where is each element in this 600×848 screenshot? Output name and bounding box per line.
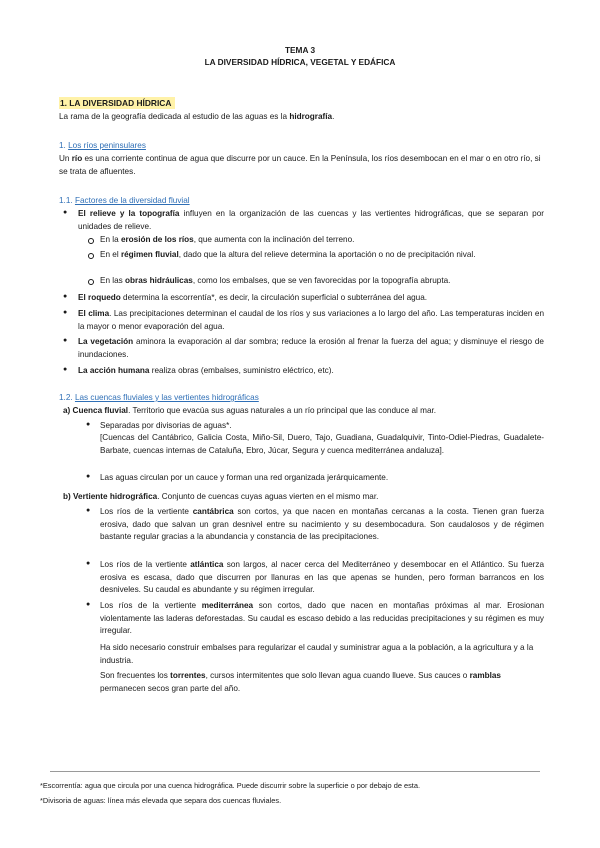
footnote-divisoria: *Divisoria de aguas: línea más elevada que separa dos cuencas fluviales. — [40, 796, 282, 805]
bullet-icon: ● — [63, 366, 68, 373]
factor-vegetacion: La vegetación aminora la evaporación al dar sombra; reduce la erosión al frenar la fuerza del agua; y disminuye el riesgo de inundaciones. — [78, 337, 544, 359]
factor-clima: El clima. Las precipitaciones determinan el caudal de los ríos y sus variaciones a lo largo del año. Las temperaturas inciden en la mayor o menor evaporación del agua. — [78, 309, 544, 331]
intro-paragraph: La rama de la geografía dedicada al estudio de las aguas es la hidrografía. — [59, 112, 335, 121]
bullet-icon: ● — [63, 293, 68, 300]
bullet-icon: ● — [63, 309, 68, 316]
subsection-heading-rios: 1. Los ríos peninsulares — [59, 141, 146, 150]
rio-definition: Un río es una corriente continua de agua que discurre por un cauce. En la Península, los ríos desembocan en el mar o en otro río, si se trata de afluentes. — [59, 154, 541, 176]
divisorias-item: Separadas por divisorias de aguas*. — [100, 421, 232, 430]
factor-roquedo: El roquedo determina la escorrentía*, es decir, la circulación superficial o subterránea del agua. — [78, 293, 428, 302]
circle-bullet-icon — [88, 253, 94, 259]
subsection-heading-factores: 1.1. Factores de la diversidad fluvial — [59, 196, 190, 205]
bullet-icon: ● — [86, 507, 91, 514]
bullet-icon: ● — [86, 560, 91, 567]
factor-relieve: El relieve y la topografía influyen en la organización de las cuencas y las vertientes hidrográficas, que se separan por unidades de relieve. — [78, 209, 544, 231]
vertiente-atlantica: Los ríos de la vertiente atlántica son largos, al nacer cerca del Mediterráneo y desembocar en el Atlántico. Su fuerza erosiva es escasa, dado que discurren por llanuras en las que apenas se hunden, pero forman barrancos en los desniveles. Su caudal es abundante y su régimen irregular. — [100, 560, 545, 594]
cuencas-list: [Cuencas del Cantábrico, Galicia Costa, Miño-Sil, Duero, Tajo, Guadiana, Guadalquivir, Tinto-Odiel-Piedras, Guadalete-Barbate, cuencas internas de Cataluña, Ebro, Júcar, Segura y cuenca mediterránea andaluza]. — [100, 433, 544, 455]
sub-erosion: En la erosión de los ríos, que aumenta con la inclinación del terreno. — [100, 235, 355, 244]
topic-title: LA DIVERSIDAD HÍDRICA, VEGETAL Y EDÁFICA — [204, 57, 396, 67]
cuenca-fluvial-definition: a) Cuenca fluvial. Territorio que evacúa sus aguas naturales a un río principal que las conduce al mar. — [63, 406, 437, 415]
bullet-icon: ● — [86, 601, 91, 608]
circulacion-item: Las aguas circulan por un cauce y forman una red organizada jerárquicamente. — [100, 473, 389, 482]
factor-accion-humana: La acción humana realiza obras (embalses, suministro eléctrico, etc). — [78, 366, 334, 375]
subsection-heading-cuencas: 1.2. Las cuencas fluviales y las vertientes hidrográficas — [59, 393, 259, 402]
vertiente-cantabrica: Los ríos de la vertiente cantábrica son cortos, ya que nacen en montañas cercanas a la costa. Tienen gran fuerza erosiva, dado que salvan un gran desnivel entre su nacimiento y su desembocadura. Son caudalosos y de régimen bastante regular gracias a la abundancia y constancia de las precipitaciones. — [100, 507, 544, 541]
bullet-icon: ● — [63, 337, 68, 344]
vertiente-definition: b) Vertiente hidrográfica. Conjunto de cuencas cuyas aguas vierten en el mismo mar. — [63, 492, 379, 501]
vertiente-mediterranea: Los ríos de la vertiente mediterránea son cortos, dado que nacen en montañas próximas al mar. Erosionan violentamente las laderas deforestadas. Su caudal es escaso debido a las reducidas precipitaciones y su régimen es muy irregular. — [100, 601, 544, 635]
circle-bullet-icon — [88, 279, 94, 285]
sub-regimen: En el régimen fluvial, dado que la altura del relieve determina la aportación o no de precipitación nival. — [100, 250, 476, 259]
bullet-icon: ● — [63, 209, 68, 216]
circle-bullet-icon — [88, 238, 94, 244]
bullet-icon: ● — [86, 421, 91, 428]
sub-obras: En las obras hidráulicas, como los embalses, que se ven favorecidas por la topografía abrupta. — [100, 276, 451, 285]
torrentes-paragraph: Son frecuentes los torrentes, cursos intermitentes que solo llevan agua cuando llueve. Sus cauces o ramblas permanecen secos gran parte del año. — [100, 671, 501, 693]
bullet-icon: ● — [86, 473, 91, 480]
footnote-divider — [50, 771, 540, 772]
topic-number: TEMA 3 — [284, 45, 316, 55]
footnote-escorrentia: *Escorrentía: agua que circula por una cuenca hidrográfica. Puede discurrir sobre la superficie o por debajo de esta. — [40, 781, 421, 790]
embalses-paragraph: Ha sido necesario construir embalses para regularizar el caudal y suministrar agua a la población, a la agricultura y a la industria. — [100, 643, 534, 665]
section-heading: 1. LA DIVERSIDAD HÍDRICA — [59, 97, 175, 109]
